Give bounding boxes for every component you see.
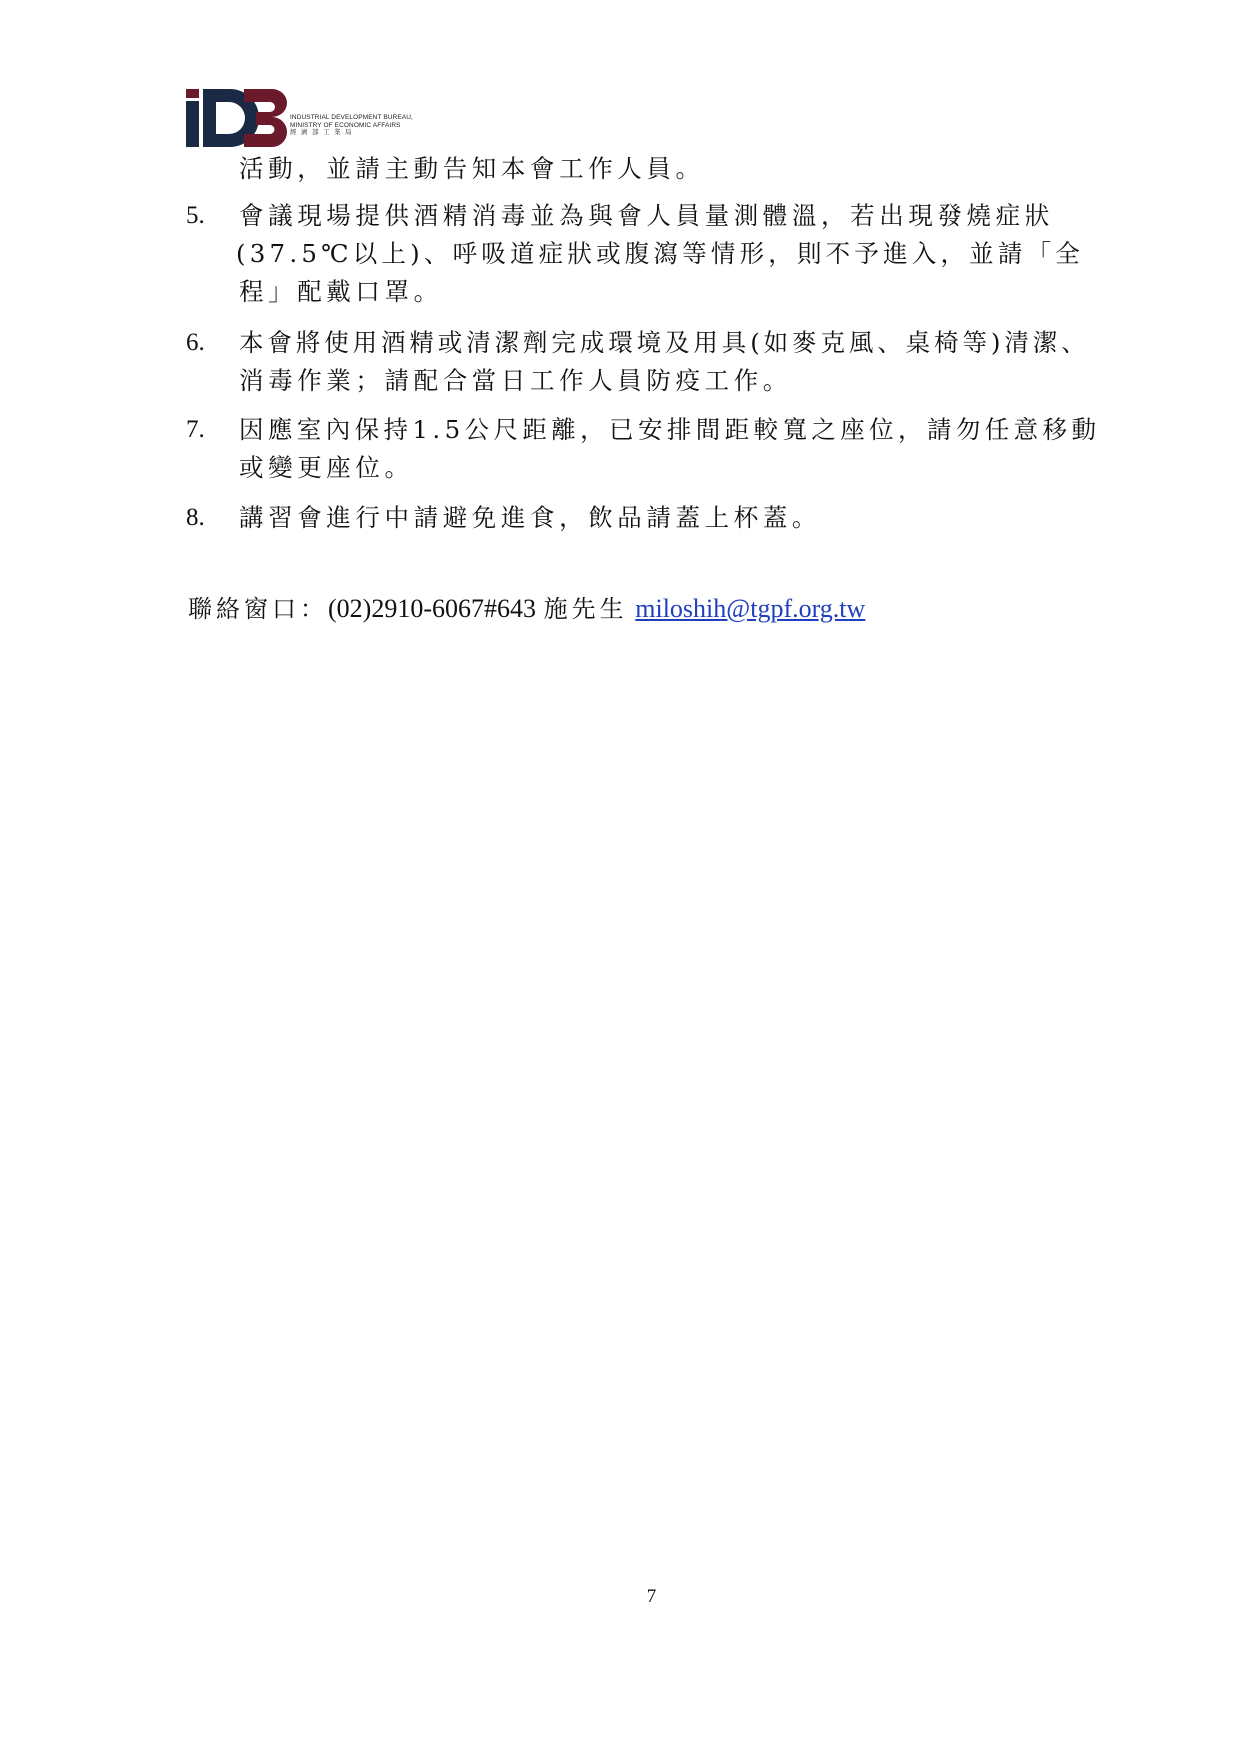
contact-phone: (02)2910-6067#643 [328, 594, 536, 623]
continued-text: 活動，並請主動告知本會工作人員。 [239, 154, 705, 183]
org-name-en-1: INDUSTRIAL DEVELOPMENT BUREAU, [290, 114, 413, 121]
item-7-line-2: 或變更座位。 [239, 453, 414, 482]
item-8-number: 8. [186, 504, 205, 531]
contact-line [188, 590, 865, 628]
contact-email-link[interactable]: miloshih@tgpf.org.tw [635, 594, 866, 623]
item-6-number: 6. [186, 329, 205, 356]
item-8-line-1: 講習會進行中請避免進食，飲品請蓋上杯蓋。 [239, 503, 821, 532]
contact-person: 施先生 [543, 595, 628, 623]
item-6-line-2: 消毒作業；請配合當日工作人員防疫工作。 [239, 366, 792, 395]
item-7-line-1: 因應室內保持1.5公尺距離，已安排間距較寬之座位，請勿任意移動 [239, 415, 1101, 444]
item-7-number: 7. [186, 416, 205, 443]
item-5-line-3: 程」配戴口罩。 [239, 277, 443, 306]
org-name [290, 114, 413, 137]
org-name-en-2: MINISTRY OF ECONOMIC AFFAIRS [290, 121, 401, 129]
contact-label: 聯絡窗口： [188, 595, 328, 623]
item-5-number: 5. [186, 202, 205, 229]
item-5-line-2: (37.5℃以上)、呼吸道症狀或腹瀉等情形，則不予進入，並請「全 [236, 239, 1084, 268]
page-number: 7 [646, 1586, 657, 1607]
item-5-line-1: 會議現場提供酒精消毒並為與會人員量測體溫，若出現發燒症狀 [239, 201, 1054, 230]
item-6-line-1: 本會將使用酒精或清潔劑完成環境及用具(如麥克風、桌椅等)清潔、 [239, 328, 1090, 357]
org-name-zh: 經濟部工業局 [290, 129, 356, 136]
